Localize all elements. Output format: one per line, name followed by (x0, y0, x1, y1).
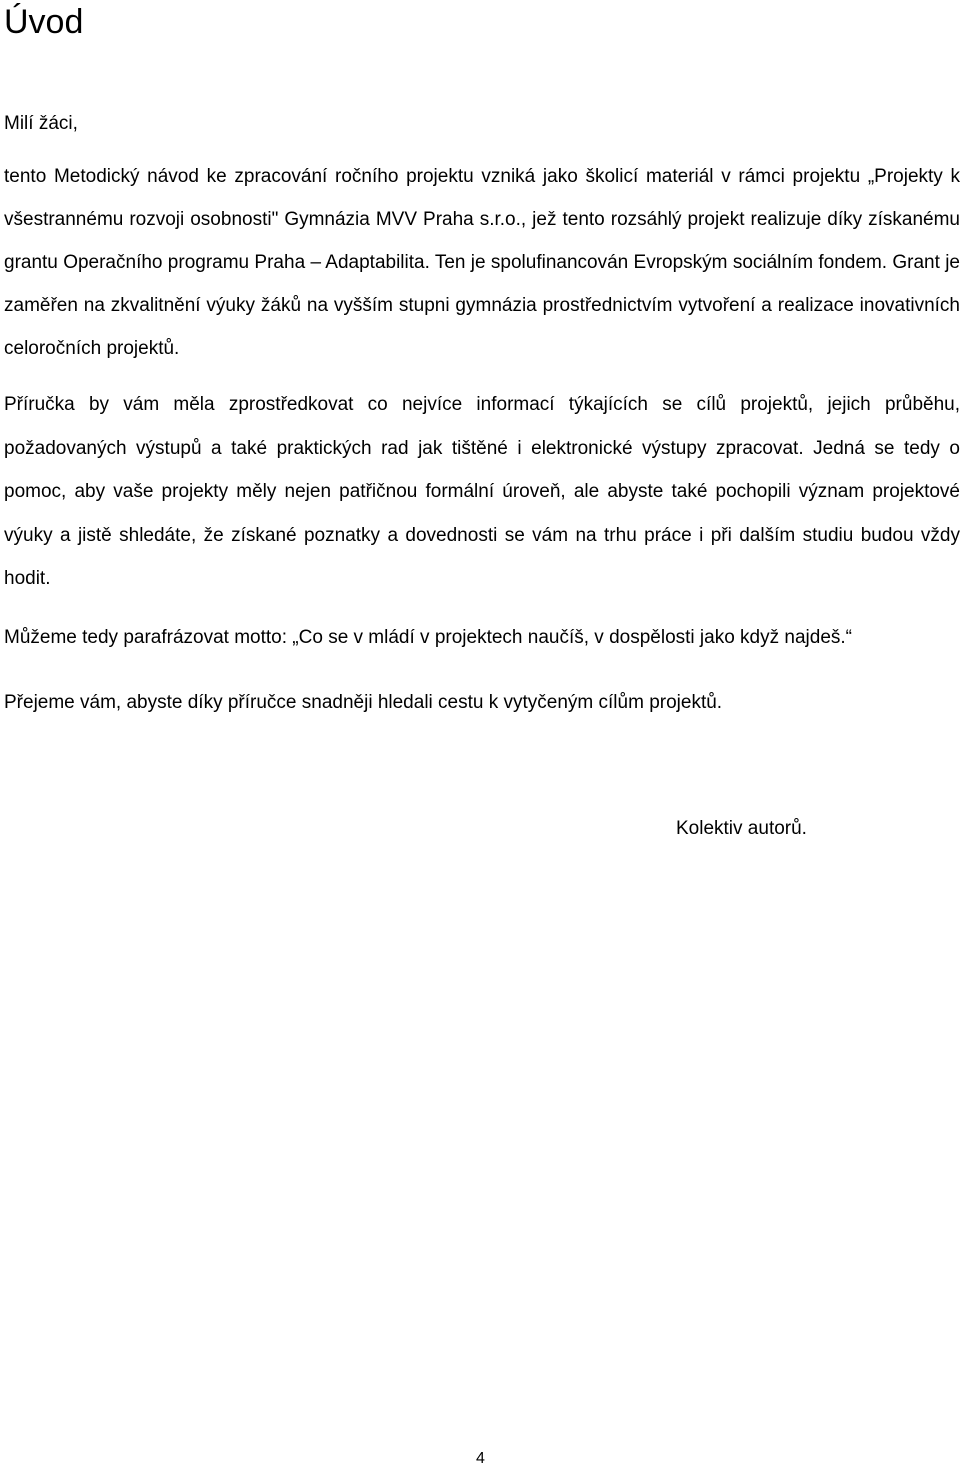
motto-paragraph: Můžeme tedy parafrázovat motto: „Co se v mládí v projektech naučíš, v dospělosti jako když najdeš.“ (4, 627, 852, 648)
signature: Kolektiv autorů. (676, 818, 807, 839)
intro-paragraph: tento Metodický návod ke zpracování ročního projektu vzniká jako školicí materiál v rámci projektu „Projekty k všestrannému rozvoji osobnosti" Gymnázia MVV Praha s.r.o., jež tento rozsáhlý projekt realizuje díky získanému grantu Operačního programu Praha – Adaptabilita. Ten je spolufinancován Evropským sociálním fondem. Grant je zaměřen na zkvalitnění výuky žáků na vyšším stupni gymnázia prostřednictvím vytvoření a realizace inovativních celoročních projektů. (4, 166, 960, 359)
wish-paragraph: Přejeme vám, abyste díky příručce snadněji hledali cestu k vytyčeným cílům projektů. (4, 692, 723, 713)
handbook-paragraph: Příručka by vám měla zprostředkovat co nejvíce informací týkajících se cílů projektů, jejich průběhu, požadovaných výstupů a také praktických rad jak tištěné i elektronické výstupy zpracovat. Jedná se tedy o pomoc, aby vaše projekty měly nejen patřičnou formální úroveň, ale abyste také pochopili význam projektové výuky a jistě shledáte, že získané poznatky a dovednosti se vám na trhu práce i při dalším studiu budou vždy hodit. (4, 394, 960, 589)
page-number: 4 (476, 1450, 485, 1467)
greeting: Milí žáci, (4, 113, 78, 134)
page-title: Úvod (4, 3, 84, 41)
